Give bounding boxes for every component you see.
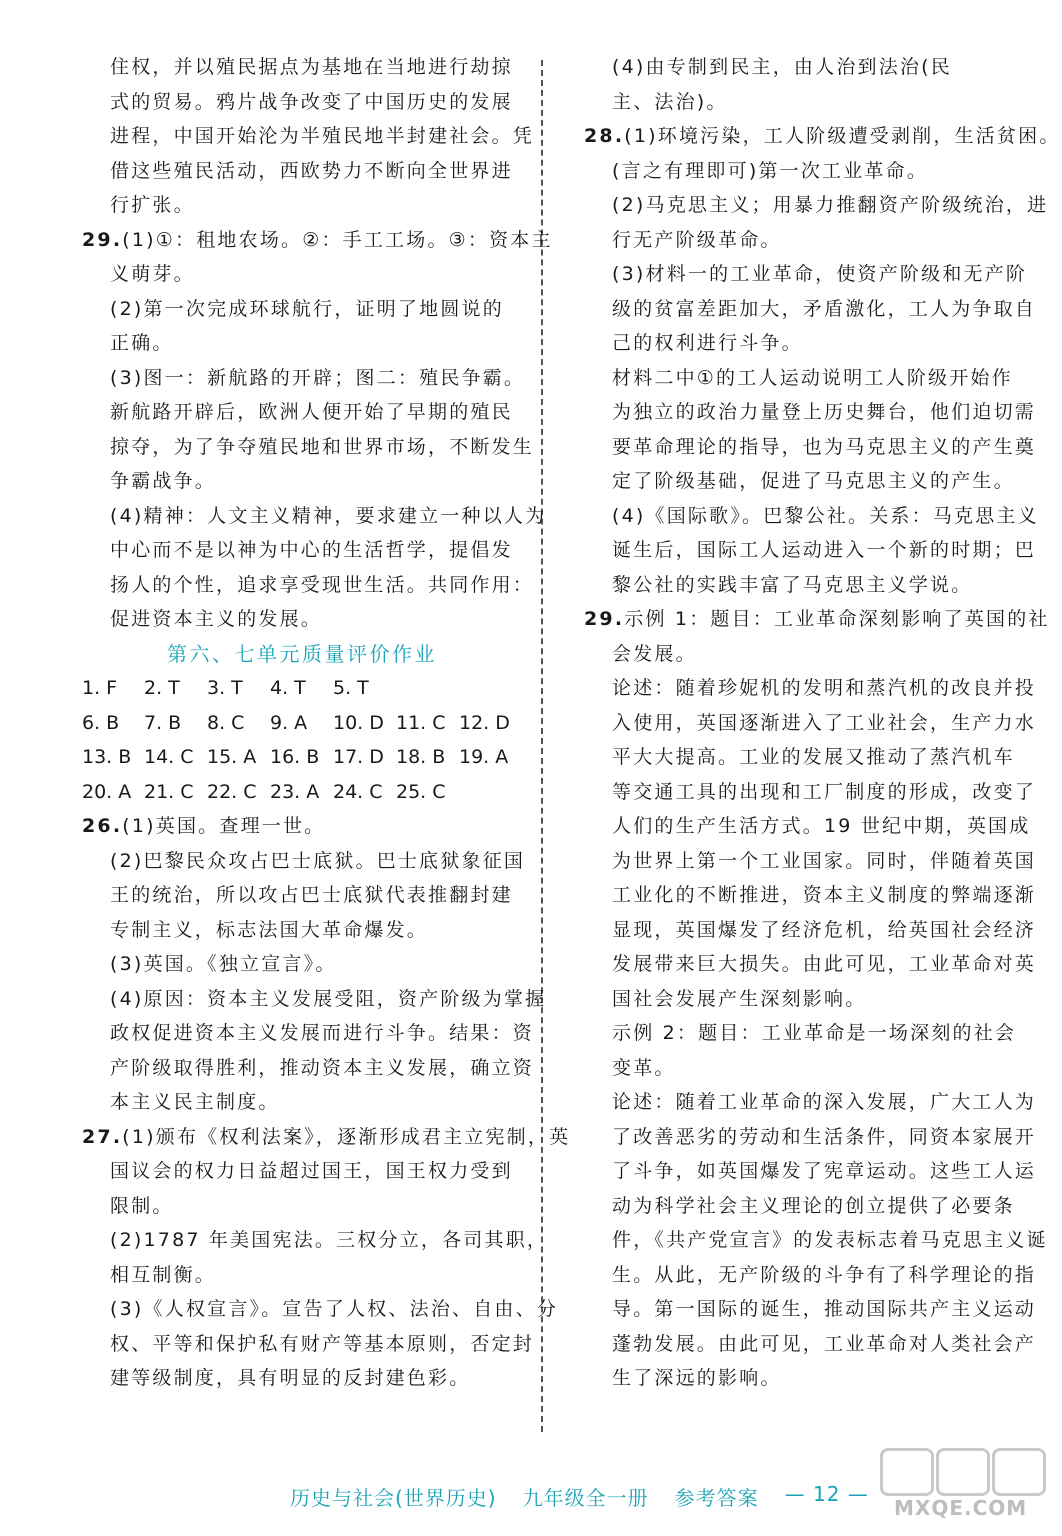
answer-line: 为世界上第一个工业国家。同时，伴随着英国 [612,849,1037,872]
answer-line: 中心而不是以神为中心的生活哲学，提倡发 [110,539,513,561]
question-27 [82,1120,571,1396]
answer-row [82,706,522,741]
question-first-line [82,1120,571,1155]
question-first-line [584,119,1061,154]
page-footer [290,1482,869,1511]
answer-line: 争霸战争。 [110,470,217,492]
answer-line: (3)《人权宣言》。宣告了人权、法治、自由、分 [110,1298,559,1320]
question-29-right [584,602,1050,1396]
answer-line: 相互制衡。 [110,1263,217,1286]
question-first-line [82,809,522,844]
answer-line: 权、平等和保护私有财产等基本原则，否定封 [110,1332,535,1355]
choice-answer: 5. T [333,677,369,699]
answer-row [82,775,522,810]
watermark-text: MXQE.COM [894,1496,1028,1520]
choice-answer: 3. T [207,677,243,699]
choice-answer: 2. T [144,677,180,699]
answer-line: 发展带来巨大损失。由此可见，工业革命对英 [612,953,1037,975]
footer-page-number: — 12 — [784,1482,869,1506]
watermark-glyph-box [992,1448,1046,1496]
choice-answer: 14. C [144,746,194,768]
answer-line: (4)精神：人文主义精神，要求建立一种以人为 [110,504,547,527]
question-number: 29. [82,228,123,251]
answer-line: 诞生后，国际工人运动进入一个新的时期；巴 [612,539,1037,561]
answer-line: 示例 2：题目：工业革命是一场深刻的社会 [612,1022,1017,1044]
footer-label: 参考答案 [674,1486,759,1510]
answer-line: (3)英国。《独立宣言》。 [110,953,337,975]
answer-line: 会发展。 [612,642,697,665]
answer-line: 新航路开辟后，欧洲人便开始了早期的殖民 [110,401,513,423]
choice-answer: 13. B [82,746,132,768]
question-28 [584,119,1061,602]
answer-line: (4)《国际歌》。巴黎公社。关系：马克思主义 [612,504,1039,527]
answer-line: (2)1787 年美国宪法。三权分立，各司其职， [110,1229,549,1251]
answer-line: 为独立的政治力量登上历史舞台，他们迫切需 [612,401,1037,423]
question-first-line [584,602,1050,637]
left-column [82,50,571,1396]
answer-line: 论述：随着珍妮机的发明和蒸汽机的改良并投 [612,677,1037,699]
choice-answer: 7. B [144,711,182,734]
answer-line: 工业化的不断推进，资本主义制度的弊端逐渐 [612,884,1037,906]
answer-line: (4)原因：资本主义发展受阻，资产阶级为掌握 [110,987,547,1010]
answer-line: 生。从此，无产阶级的斗争有了科学理论的指 [612,1263,1037,1286]
answer-line: 产阶级取得胜利，推动资本主义发展，确立资 [110,1056,535,1079]
question-26 [82,809,547,1120]
watermark-glyph-box [880,1448,934,1496]
question-first-line [82,223,553,258]
answer-line: 国社会发展产生深刻影响。 [612,987,867,1010]
continued-answer-27 [584,50,1024,119]
answer-line: 显现，英国爆发了经济危机，给英国社会经济 [612,918,1037,941]
answer-line: 主、法治)。 [612,90,728,113]
answer-line: 掠夺，为了争夺殖民地和世界市场，不断发生 [110,435,535,458]
answer-line: 定了阶级基础，促进了马克思主义的产生。 [612,470,1015,492]
choice-answer: 4. T [270,677,306,699]
answer-line: 式的贸易。鸦片战争改变了中国历史的发展 [110,90,513,113]
answer-line: 限制。 [110,1194,174,1217]
answer-line: 动为科学社会主义理论的创立提供了必要条 [612,1194,1015,1217]
answer-line: 等交通工具的出现和工厂制度的形成，改变了 [612,780,1037,803]
choice-answer: 12. D [459,711,510,734]
answer-text: (1)①：租地农场。②：手工工场。③：资本主 [122,228,553,251]
answer-text: (1)颁布《权利法案》，逐渐形成君主立宪制，英 [122,1125,571,1148]
answer-line: 了斗争，如英国爆发了宪章运动。这些工人运 [612,1160,1037,1182]
answer-line: 促进资本主义的发展。 [110,608,323,630]
answer-line: 论述：随着工业革命的深入发展，广大工人为 [612,1091,1037,1113]
answer-line: 住权，并以殖民据点为基地在当地进行劫掠 [110,56,513,78]
answer-line: 要革命理论的指导，也为马克思主义的产生奠 [612,435,1037,458]
answer-row [82,671,522,706]
choice-answer: 6. B [82,711,120,734]
answer-line: 进程，中国开始沦为半殖民地半封建社会。凭 [110,125,535,147]
answer-line: (4)由专制到民主，由人治到法治(民 [612,56,952,78]
answer-line: 扬人的个性，追求享受现世生活。共同作用： [110,573,535,596]
answer-line: 王的统治，所以攻占巴士底狱代表推翻封建 [110,884,513,906]
answer-line: 人们的生产生活方式。19 世纪中期，英国成 [612,815,1031,837]
question-number: 29. [584,608,625,630]
choice-answer: 21. C [144,780,194,803]
section-title: 第六、七单元质量评价作业 [167,641,437,666]
answer-line: 件，《共产党宣言》的发表标志着马克思主义诞 [612,1229,1048,1251]
answer-row [82,740,522,775]
question-number: 27. [82,1125,123,1148]
answer-line: 黎公社的实践丰富了马克思主义学说。 [612,573,973,596]
answer-line: (3)材料一的工业革命，使资产阶级和无产阶 [612,263,1028,285]
answer-text: (1)环境污染，工人阶级遭受剥削，生活贫困。 [624,125,1061,147]
choice-answer: 18. B [396,746,446,768]
answer-line: 借这些殖民活动，西欧势力不断向全世界进 [110,159,513,182]
answer-line: 入使用，英国逐渐进入了工业社会，生产力水 [612,711,1037,734]
right-column [584,50,1061,1396]
choice-answer: 17. D [333,746,384,768]
answer-line: 行扩张。 [110,194,195,216]
answer-line: 正确。 [110,332,174,354]
answer-line: (言之有理即可)第一次工业革命。 [612,159,929,182]
answer-line: 平大大提高。工业的发展又推动了蒸汽机车 [612,746,1015,768]
choice-answer: 1. F [82,677,118,699]
footer-subject: 历史与社会(世界历史) [290,1486,497,1510]
answer-line: 级的贫富差距加大，矛盾激化，工人为争取自 [612,297,1037,320]
answer-line: 材料二中①的工人运动说明工人阶级开始作 [612,366,1013,389]
choice-answer: 24. C [333,780,383,803]
choice-answer: 11. C [396,711,446,734]
answer-line: 国议会的权力日益超过国王，国王权力受到 [110,1160,513,1182]
choice-answer: 16. B [270,746,320,768]
watermark-glyph-box [936,1448,990,1496]
answer-line: 行无产阶级革命。 [612,228,782,251]
answer-text: 示例 1：题目：工业革命深刻影响了英国的社 [624,608,1050,630]
choice-answer: 22. C [207,780,257,803]
watermark-logo [880,1448,1050,1528]
answer-text: (1)英国。查理一世。 [122,815,326,837]
choice-answer: 15. A [207,746,257,768]
answer-line: 己的权利进行斗争。 [612,332,803,354]
answer-line: 生了深远的影响。 [612,1367,782,1389]
answer-line: 导。第一国际的诞生，推动国际共产主义运动 [612,1298,1037,1320]
choice-answer: 20. A [82,780,132,803]
question-number: 26. [82,815,123,837]
answer-line: 变革。 [612,1056,676,1079]
continued-answer [82,50,535,223]
choice-answer: 9. A [270,711,308,734]
answer-line: 政权促进资本主义发展而进行斗争。结果：资 [110,1022,535,1044]
answer-line: (2)巴黎民众攻占巴士底狱。巴士底狱象征国 [110,849,526,872]
answer-line: (2)第一次完成环球航行，证明了地圆说的 [110,297,504,320]
choice-answer: 19. A [459,746,509,768]
answer-line: 了改善恶劣的劳动和生活条件，同资本家展开 [612,1125,1037,1148]
answer-line: 蓬勃发展。由此可见，工业革命对人类社会产 [612,1332,1037,1355]
answer-line: 本主义民主制度。 [110,1091,280,1113]
answer-line: 义萌芽。 [110,263,195,285]
question-29-left [82,223,553,637]
answer-line: 建等级制度，具有明显的反封建色彩。 [110,1367,471,1389]
choice-answers [82,671,522,809]
choice-answer: 25. C [396,780,446,803]
question-number: 28. [584,125,625,147]
choice-answer: 23. A [270,780,320,803]
footer-grade: 九年级全一册 [522,1486,649,1510]
answer-line: (3)图一：新航路的开辟；图二：殖民争霸。 [110,366,526,389]
answer-line: 专制主义，标志法国大革命爆发。 [110,918,429,941]
choice-answer: 8. C [207,711,245,734]
answer-line: (2)马克思主义；用暴力推翻资产阶级统治，进 [612,194,1049,216]
choice-answer: 10. D [333,711,384,734]
